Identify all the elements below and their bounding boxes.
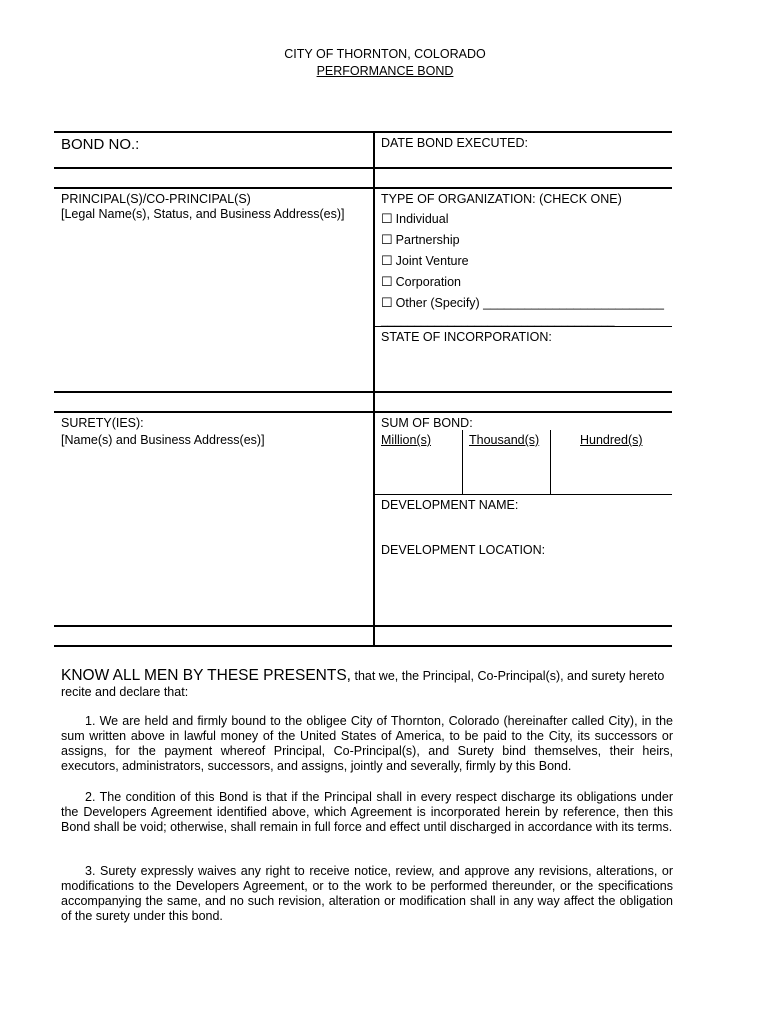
column-divider <box>373 131 375 647</box>
paragraph-2-text: 2. The condition of this Bond is that if the Principal shall in every respect discharge its obligations under the Developers Agreement identified above, which Agreement is incorporated herein by reference, then this Bond shall be void; otherwise, shall remain in full force and effect until discharged in accordance with its terms. <box>61 790 673 834</box>
state-incorporation-label: STATE OF INCORPORATION: <box>381 330 552 344</box>
checkbox-icon: ☐ <box>381 211 393 226</box>
development-location-label: DEVELOPMENT LOCATION: <box>381 543 546 557</box>
org-option-label: Joint Venture <box>395 254 469 268</box>
rule-after-surety <box>54 625 672 627</box>
surety-sublabel: [Name(s) and Business Address(es)] <box>61 433 265 447</box>
paragraph-1-text: 1. We are held and firmly bound to the obligee City of Thornton, Colorado (hereinafter called City), in the sum written above in lawful money of the United States of America, to be paid to the City, its successors or assigns, for the payment whereof Principal, Co-Principal(s), and Surety bind themselves, their heirs, executors, administrators, successors, and assigns, jointly and severally, firmly by this Bond. <box>61 714 673 773</box>
know-all-men-line <box>61 667 664 685</box>
org-option-other[interactable] <box>381 295 664 311</box>
rule-bottom <box>54 645 672 647</box>
org-option-joint-venture[interactable] <box>381 253 469 269</box>
development-name-label: DEVELOPMENT NAME: <box>381 498 519 512</box>
org-option-label: Individual <box>395 212 449 226</box>
know-all-men-lead: KNOW ALL MEN BY THESE PRESENTS, <box>61 667 351 684</box>
principal-sublabel: [Legal Name(s), Status, and Business Address(es)] <box>61 207 345 221</box>
rule-top <box>54 131 672 133</box>
know-all-men-rest: that we, the Principal, Co-Principal(s), and surety hereto <box>351 669 665 683</box>
sum-divider-2 <box>550 430 551 494</box>
checkbox-icon: ☐ <box>381 253 393 268</box>
sum-of-bond-label: SUM OF BOND: <box>381 416 473 430</box>
org-option-label: Partnership <box>395 233 460 247</box>
sum-col-thousands: Thousand(s) <box>469 433 540 447</box>
paragraph-1 <box>61 714 673 774</box>
org-option-label: Corporation <box>395 275 461 289</box>
org-other-blank-line[interactable]: ___________________________________ <box>381 313 615 327</box>
checkbox-icon: ☐ <box>381 274 393 289</box>
bond-no-label: BOND NO.: <box>61 136 140 153</box>
rule-before-surety <box>54 411 672 413</box>
rule-sum-dev <box>375 494 672 495</box>
org-option-label: Other (Specify) __________________________ <box>395 296 664 310</box>
paragraph-2 <box>61 790 673 835</box>
paragraph-3-text: 3. Surety expressly waives any right to receive notice, review, and approve any revisions, alterations, or modifications to the Developers Agreement, or to the work to be performed thereunder, or the specifications accompanying the same, and no such revision, alteration or modification shall in any way affect the obligation of the surety under this bond. <box>61 864 673 923</box>
rule-before-principal <box>54 187 672 189</box>
org-option-corporation[interactable] <box>381 274 461 290</box>
date-executed-label: DATE BOND EXECUTED: <box>381 136 529 150</box>
rule-after-principal <box>54 391 672 393</box>
sum-col-millions: Million(s) <box>381 433 431 447</box>
document-title: CITY OF THORNTON, COLORADO <box>284 47 486 61</box>
checkbox-icon: ☐ <box>381 295 393 310</box>
principal-label: PRINCIPAL(S)/CO-PRINCIPAL(S) <box>61 192 251 206</box>
know-all-men-line2: recite and declare that: <box>61 685 189 699</box>
org-option-individual[interactable] <box>381 211 448 227</box>
document-subtitle-wrap <box>0 64 770 79</box>
org-type-label: TYPE OF ORGANIZATION: (CHECK ONE) <box>381 192 622 206</box>
sum-divider-1 <box>462 430 463 494</box>
rule-after-bond-no <box>54 167 672 169</box>
paragraph-3 <box>61 864 673 924</box>
document-subtitle: PERFORMANCE BOND <box>316 64 454 78</box>
org-option-partnership[interactable] <box>381 232 460 248</box>
surety-label: SURETY(IES): <box>61 416 144 430</box>
checkbox-icon: ☐ <box>381 232 393 247</box>
sum-col-hundreds: Hundred(s) <box>580 433 643 447</box>
